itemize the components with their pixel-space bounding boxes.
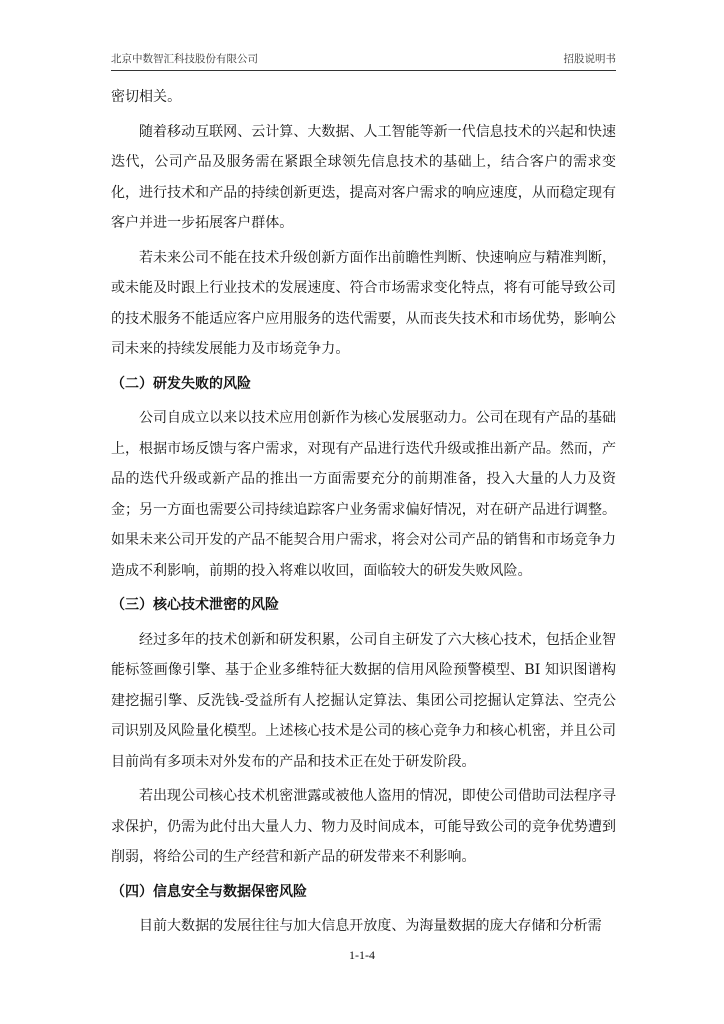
paragraph-tech-upgrade-risk: 若未来公司不能在技术升级创新方面作出前瞻性判断、快速响应与精准判断，或未能及时跟上行业技术的发展速度、符合市场需求变化特点，将有可能导致公司的技术服务不能适应客户应用服务的迭代需要，从而丧失技术和市场优势，影响公司未来的持续发展能力及市场竞争力。 [111, 249, 616, 357]
document-body [111, 82, 616, 942]
page-header [111, 50, 616, 71]
paragraph-rd-failure: 公司自成立以来以技术应用创新作为核心发展驱动力。公司在现有产品的基础上，根据市场反馈与客户需求，对现有产品进行迭代升级或推出新产品。然而，产品的迭代升级或新产品的推出一方面需要充分的前期准备，投入大量的人力及资金；另一方面也需要公司持续追踪客户业务需求偏好情况，对在研产品进行调整。如果未来公司开发的产品不能契合用户需求，将会对公司产品的销售和市场竞争力造成不利影响，前期的投入将难以收回，面临较大的研发失败风险。 [111, 410, 616, 579]
paragraph-tech-iteration: 随着移动互联网、云计算、大数据、人工智能等新一代信息技术的兴起和快速迭代，公司产品及服务需在紧跟全球领先信息技术的基础上，结合客户的需求变化，进行技术和产品的持续创新更迭，提高对客户需求的响应速度，从而稳定现有客户并进一步拓展客户群体。 [111, 123, 616, 231]
page-number: 1-1-4 [349, 948, 375, 962]
paragraph-continuation: 密切相关。 [111, 89, 182, 105]
paragraph-tech-leak-impact: 若出现公司核心技术机密泄露或被他人盗用的情况，即使公司借助司法程序寻求保护，仍需为此付出大量人力、物力及时间成本，可能导致公司的竞争优势遭到削弱，将给公司的生产经营和新产品的研发带来不利影响。 [111, 788, 616, 865]
section-heading-tech-leak: （三）核心技术泄密的风险 [111, 597, 279, 613]
section-heading-rd-failure: （二）研发失败的风险 [111, 375, 251, 392]
header-company-name: 北京中数智汇科技股份有限公司 [111, 53, 258, 65]
paragraph-data-security: 目前大数据的发展往往与加大信息开放度、为海量数据的庞大存储和分析需 [139, 918, 602, 934]
header-document-type: 招股说明书 [563, 53, 616, 65]
section-heading-data-security: （四）信息安全与数据保密风险 [111, 883, 307, 900]
paragraph-core-technologies: 经过多年的技术创新和研发积累，公司自主研发了六大核心技术，包括企业智能标签画像引擎、基于企业多维特征大数据的信用风险预警模型、BI 知识图谱构建挖掘引擎、反洗钱-受益所有人挖掘认定算法、集团公司挖掘认定算法、空壳公司识别及风险量化模型。上述核心技术是公司的核心竞争力和核心机密，并且公司目前尚有多项未对外发布的产品和技术正在处于研发阶段。 [111, 631, 616, 770]
